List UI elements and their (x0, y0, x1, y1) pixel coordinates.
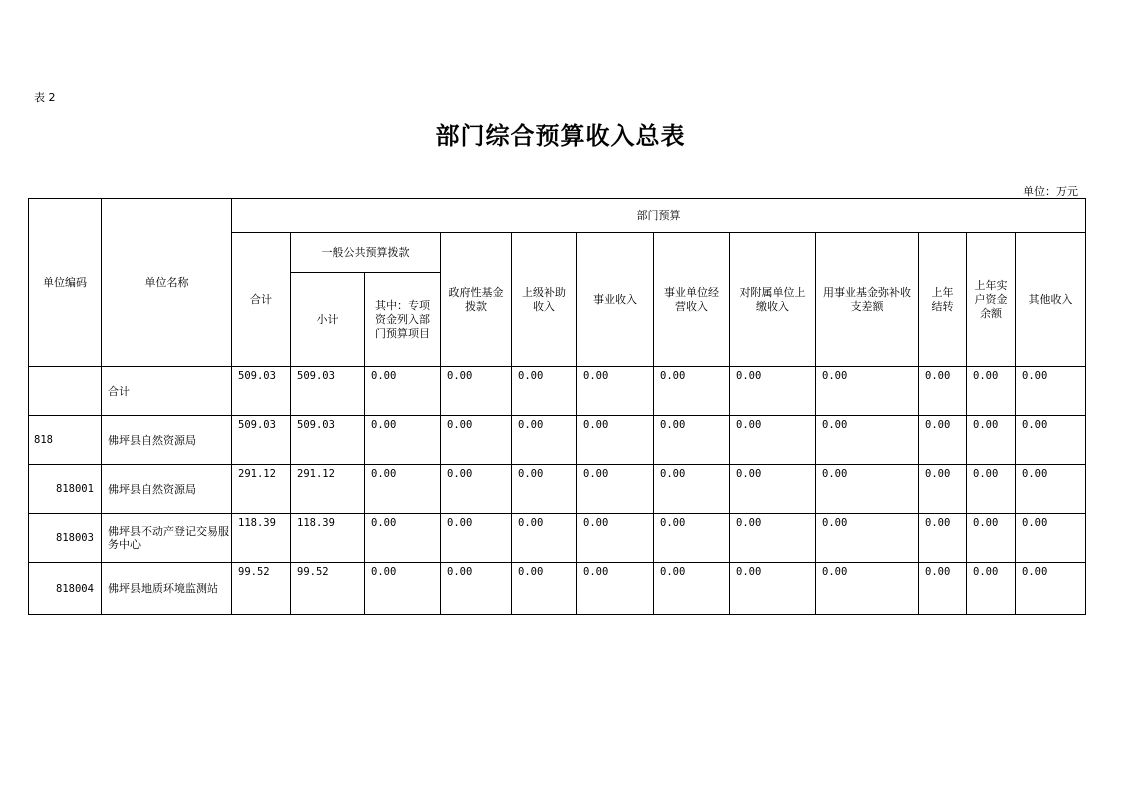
table-row (29, 465, 1086, 514)
cell-gov-fund: 0.00 (441, 514, 512, 563)
table-row (29, 563, 1086, 615)
header-subtotal: 小计 (291, 273, 365, 367)
row-code: 818001 (29, 465, 102, 514)
cell-fund-offset: 0.00 (816, 465, 919, 514)
cell-other-income: 0.00 (1016, 367, 1086, 416)
cell-business-operating: 0.00 (654, 465, 730, 514)
header-superior-subsidy: 上级补助收入 (512, 233, 577, 367)
cell-subtotal: 509.03 (291, 367, 365, 416)
cell-total: 99.52 (232, 563, 291, 615)
cell-carryover: 0.00 (919, 367, 967, 416)
header-last-year-balance: 上年实户资金余额 (967, 233, 1016, 367)
row-code (29, 367, 102, 416)
cell-subtotal: 99.52 (291, 563, 365, 615)
cell-affiliated-units: 0.00 (730, 465, 816, 514)
cell-superior-subsidy: 0.00 (512, 465, 577, 514)
cell-subtotal: 509.03 (291, 416, 365, 465)
cell-gov-fund: 0.00 (441, 416, 512, 465)
header-affiliated-units: 对附属单位上缴收入 (730, 233, 816, 367)
cell-last-year-balance: 0.00 (967, 514, 1016, 563)
table-number: 表 2 (34, 91, 56, 104)
table-row (29, 367, 1086, 416)
cell-last-year-balance: 0.00 (967, 416, 1016, 465)
cell-subtotal: 118.39 (291, 514, 365, 563)
cell-special-included: 0.00 (365, 367, 441, 416)
cell-other-income: 0.00 (1016, 563, 1086, 615)
table-row (29, 416, 1086, 465)
cell-gov-fund: 0.00 (441, 367, 512, 416)
header-code: 单位编码 (29, 199, 102, 367)
cell-gov-fund: 0.00 (441, 563, 512, 615)
cell-other-income: 0.00 (1016, 465, 1086, 514)
cell-total: 509.03 (232, 416, 291, 465)
cell-business-operating: 0.00 (654, 416, 730, 465)
cell-superior-subsidy: 0.00 (512, 563, 577, 615)
row-code: 818 (29, 416, 102, 465)
row-code: 818003 (29, 514, 102, 563)
header-general-public: 一般公共预算拨款 (291, 233, 441, 273)
cell-other-income: 0.00 (1016, 416, 1086, 465)
header-fund-offset: 用事业基金弥补收支差额 (816, 233, 919, 367)
row-code: 818004 (29, 563, 102, 615)
cell-carryover: 0.00 (919, 563, 967, 615)
header-business-operating: 事业单位经营收入 (654, 233, 730, 367)
cell-last-year-balance: 0.00 (967, 563, 1016, 615)
cell-total: 291.12 (232, 465, 291, 514)
row-name: 佛坪县自然资源局 (102, 416, 232, 465)
cell-fund-offset: 0.00 (816, 416, 919, 465)
cell-superior-subsidy: 0.00 (512, 367, 577, 416)
cell-special-included: 0.00 (365, 465, 441, 514)
header-business-income: 事业收入 (577, 233, 654, 367)
cell-carryover: 0.00 (919, 465, 967, 514)
cell-carryover: 0.00 (919, 416, 967, 465)
cell-business-operating: 0.00 (654, 367, 730, 416)
cell-last-year-balance: 0.00 (967, 465, 1016, 514)
cell-business-income: 0.00 (577, 514, 654, 563)
cell-total: 118.39 (232, 514, 291, 563)
row-name: 佛坪县自然资源局 (102, 465, 232, 514)
cell-business-income: 0.00 (577, 416, 654, 465)
cell-affiliated-units: 0.00 (730, 563, 816, 615)
cell-business-income: 0.00 (577, 563, 654, 615)
cell-total: 509.03 (232, 367, 291, 416)
cell-superior-subsidy: 0.00 (512, 514, 577, 563)
header-name: 单位名称 (102, 199, 232, 367)
cell-fund-offset: 0.00 (816, 514, 919, 563)
cell-gov-fund: 0.00 (441, 465, 512, 514)
cell-superior-subsidy: 0.00 (512, 416, 577, 465)
cell-affiliated-units: 0.00 (730, 514, 816, 563)
cell-business-operating: 0.00 (654, 514, 730, 563)
cell-special-included: 0.00 (365, 563, 441, 615)
cell-business-operating: 0.00 (654, 563, 730, 615)
row-name: 佛坪县不动产登记交易服务中心 (102, 514, 232, 563)
header-carryover: 上年结转 (919, 233, 967, 367)
cell-business-income: 0.00 (577, 465, 654, 514)
header-gov-fund: 政府性基金拨款 (441, 233, 512, 367)
cell-special-included: 0.00 (365, 416, 441, 465)
unit-label: 单位：万元 (1023, 185, 1078, 198)
cell-fund-offset: 0.00 (816, 367, 919, 416)
budget-table (28, 198, 1086, 615)
cell-special-included: 0.00 (365, 514, 441, 563)
table-row (29, 514, 1086, 563)
cell-last-year-balance: 0.00 (967, 367, 1016, 416)
header-other-income: 其他收入 (1016, 233, 1086, 367)
header-dept-budget: 部门预算 (232, 199, 1086, 233)
header-special-included: 其中：专项资金列入部门预算项目 (365, 273, 441, 367)
cell-other-income: 0.00 (1016, 514, 1086, 563)
header-total: 合计 (232, 233, 291, 367)
row-name: 合计 (102, 367, 232, 416)
cell-business-income: 0.00 (577, 367, 654, 416)
cell-carryover: 0.00 (919, 514, 967, 563)
cell-affiliated-units: 0.00 (730, 416, 816, 465)
page-title: 部门综合预算收入总表 (435, 121, 686, 150)
cell-subtotal: 291.12 (291, 465, 365, 514)
cell-affiliated-units: 0.00 (730, 367, 816, 416)
cell-fund-offset: 0.00 (816, 563, 919, 615)
row-name: 佛坪县地质环境监测站 (102, 563, 232, 615)
